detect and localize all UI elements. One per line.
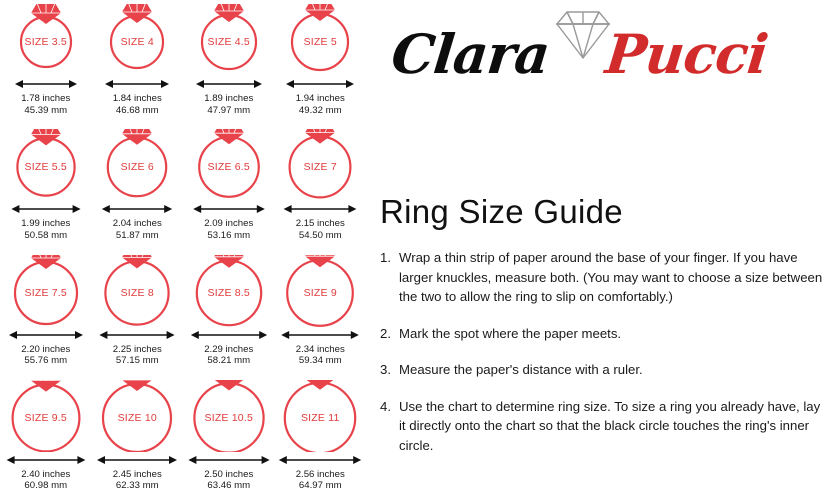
measurement-inches: 2.50 inches	[204, 468, 254, 480]
step-text: Mark the spot where the paper meets.	[399, 325, 622, 341]
ring-size-chart	[0, 0, 366, 501]
measurement-inches: 2.25 inches	[112, 343, 162, 355]
ring-size-label: SIZE 4	[120, 36, 154, 48]
step-number: 1.	[380, 250, 391, 265]
ring-measurement	[296, 218, 345, 241]
ring-measurement	[113, 469, 162, 492]
ring-size-cell	[0, 251, 92, 376]
diameter-arrow-icon	[186, 202, 272, 216]
ring-size-label: SIZE 9	[303, 286, 337, 299]
ring-illustration	[277, 129, 363, 201]
ring-size-label: SIZE 5	[303, 36, 337, 48]
diameter-arrow-icon	[94, 202, 180, 216]
ring-size-label: SIZE 7.5	[24, 286, 67, 299]
ring-size-label: SIZE 9.5	[24, 411, 67, 424]
ring-size-cell	[183, 0, 275, 125]
ring-size-cell	[92, 376, 184, 501]
ring-illustration	[186, 129, 272, 201]
step-text: Wrap a thin strip of paper around the base of your finger. If you have larger knuckles, measure both. (You may want to choose a size between the two to allow the ring to slip on comfortably.)	[399, 250, 823, 304]
measurement-mm: 57.15 mm	[115, 355, 159, 366]
step-text: Use the chart to determine ring size. To size a ring you already have, lay it directly onto the chart so that the black circle touches the ring's inner circle.	[399, 398, 821, 453]
ring-measurement	[296, 469, 345, 492]
ring-measurement	[204, 218, 253, 241]
ring-illustration	[3, 129, 89, 201]
measurement-mm: 51.87 mm	[115, 229, 159, 241]
measurement-mm: 50.58 mm	[24, 229, 68, 241]
ring-illustration	[277, 255, 363, 327]
ring-size-cell	[92, 251, 184, 376]
instruction-step	[380, 360, 828, 380]
instruction-step	[380, 248, 828, 307]
ring-measurement	[21, 344, 70, 367]
diameter-arrow-icon	[3, 453, 89, 467]
measurement-mm: 64.97 mm	[298, 480, 342, 492]
ring-size-label: SIZE 3.5	[24, 36, 67, 48]
measurement-mm: 54.50 mm	[298, 229, 342, 241]
ring-measurement	[113, 93, 162, 116]
measurement-inches: 2.40 inches	[21, 468, 71, 480]
diameter-arrow-icon	[277, 328, 363, 342]
ring-illustration	[277, 4, 363, 76]
measurement-inches: 1.99 inches	[21, 218, 71, 230]
diameter-arrow-icon	[186, 328, 272, 342]
ring-size-label: SIZE 6.5	[207, 161, 250, 174]
diameter-arrow-icon	[3, 77, 89, 91]
ring-illustration	[186, 380, 272, 452]
diameter-arrow-icon	[186, 453, 272, 467]
diameter-arrow-icon	[186, 77, 272, 91]
measurement-mm: 45.39 mm	[24, 104, 68, 116]
ring-size-cell	[275, 251, 367, 376]
measurement-inches: 1.84 inches	[112, 93, 162, 104]
ring-size-cell	[275, 376, 367, 501]
ring-measurement	[21, 469, 70, 492]
ring-measurement	[204, 469, 253, 492]
ring-size-cell	[275, 0, 367, 125]
ring-illustration	[3, 380, 89, 452]
ring-size-cell	[0, 376, 92, 501]
measurement-inches: 1.78 inches	[21, 93, 71, 104]
diameter-arrow-icon	[277, 202, 363, 216]
measurement-mm: 53.16 mm	[207, 229, 251, 241]
ring-illustration	[94, 255, 180, 327]
measurement-mm: 47.97 mm	[207, 104, 251, 116]
ring-size-cell	[92, 125, 184, 250]
measurement-inches: 2.45 inches	[112, 468, 162, 480]
ring-measurement	[113, 344, 162, 367]
step-number: 2.	[380, 325, 391, 341]
step-number: 3.	[380, 362, 391, 377]
ring-illustration	[277, 380, 363, 452]
ring-size-cell	[0, 125, 92, 250]
brand-name-second: Pucci	[602, 22, 771, 86]
ring-size-cell	[0, 0, 92, 125]
measurement-mm: 59.34 mm	[298, 355, 342, 366]
measurement-mm: 63.46 mm	[207, 480, 251, 492]
ring-size-label: SIZE 10	[117, 411, 157, 424]
measurement-inches: 2.04 inches	[112, 218, 162, 230]
ring-illustration	[3, 4, 89, 76]
brand-logo	[382, 4, 832, 104]
ring-size-cell	[275, 125, 367, 250]
ring-illustration	[3, 255, 89, 327]
ring-measurement	[296, 93, 345, 116]
measurement-inches: 2.20 inches	[21, 343, 71, 355]
ring-size-cell	[183, 376, 275, 501]
ring-illustration	[94, 380, 180, 452]
measurement-inches: 2.29 inches	[204, 343, 254, 355]
step-text: Measure the paper's distance with a ruler.	[399, 362, 643, 377]
ring-illustration	[94, 129, 180, 201]
diameter-arrow-icon	[3, 328, 89, 342]
measurement-mm: 46.68 mm	[115, 104, 159, 116]
diameter-arrow-icon	[277, 453, 363, 467]
ring-measurement	[296, 344, 345, 367]
ring-measurement	[204, 344, 253, 367]
ring-size-label: SIZE 5.5	[24, 161, 67, 174]
ring-illustration	[94, 4, 180, 76]
measurement-mm: 58.21 mm	[207, 355, 251, 366]
instruction-step	[380, 397, 828, 456]
ring-illustration	[186, 4, 272, 76]
measurement-mm: 49.32 mm	[298, 104, 342, 116]
measurement-inches: 2.15 inches	[295, 218, 345, 230]
ring-size-label: SIZE 4.5	[207, 36, 250, 48]
measurement-inches: 2.34 inches	[295, 343, 345, 355]
ring-size-cell	[92, 0, 184, 125]
measurement-mm: 60.98 mm	[24, 480, 68, 492]
ring-illustration	[186, 255, 272, 327]
ring-size-label: SIZE 8	[120, 286, 154, 299]
diameter-arrow-icon	[3, 202, 89, 216]
page-title: Ring Size Guide	[380, 193, 623, 230]
measurement-inches: 1.89 inches	[204, 93, 254, 104]
ring-size-cell	[183, 125, 275, 250]
brand-name-first: Clara	[388, 22, 553, 86]
ring-size-label: SIZE 8.5	[207, 286, 250, 299]
ring-measurement	[113, 218, 162, 241]
ring-measurement	[21, 93, 70, 116]
step-number: 4.	[380, 398, 391, 414]
measurement-inches: 2.09 inches	[204, 218, 254, 230]
instructions-list	[380, 248, 828, 472]
measurement-inches: 2.56 inches	[295, 468, 345, 480]
ring-size-label: SIZE 7	[303, 161, 337, 174]
ring-measurement	[21, 218, 70, 241]
instruction-step	[380, 324, 828, 344]
ring-size-label: SIZE 6	[120, 161, 154, 174]
diameter-arrow-icon	[94, 453, 180, 467]
measurement-mm: 55.76 mm	[24, 355, 68, 366]
guide-panel	[372, 0, 839, 501]
ring-size-cell	[183, 251, 275, 376]
diameter-arrow-icon	[277, 77, 363, 91]
ring-size-label: SIZE 11	[300, 411, 340, 424]
ring-size-label: SIZE 10.5	[204, 411, 253, 424]
diameter-arrow-icon	[94, 77, 180, 91]
ring-measurement	[204, 93, 253, 116]
measurement-mm: 62.33 mm	[115, 480, 159, 492]
diameter-arrow-icon	[94, 328, 180, 342]
measurement-inches: 1.94 inches	[295, 93, 345, 104]
